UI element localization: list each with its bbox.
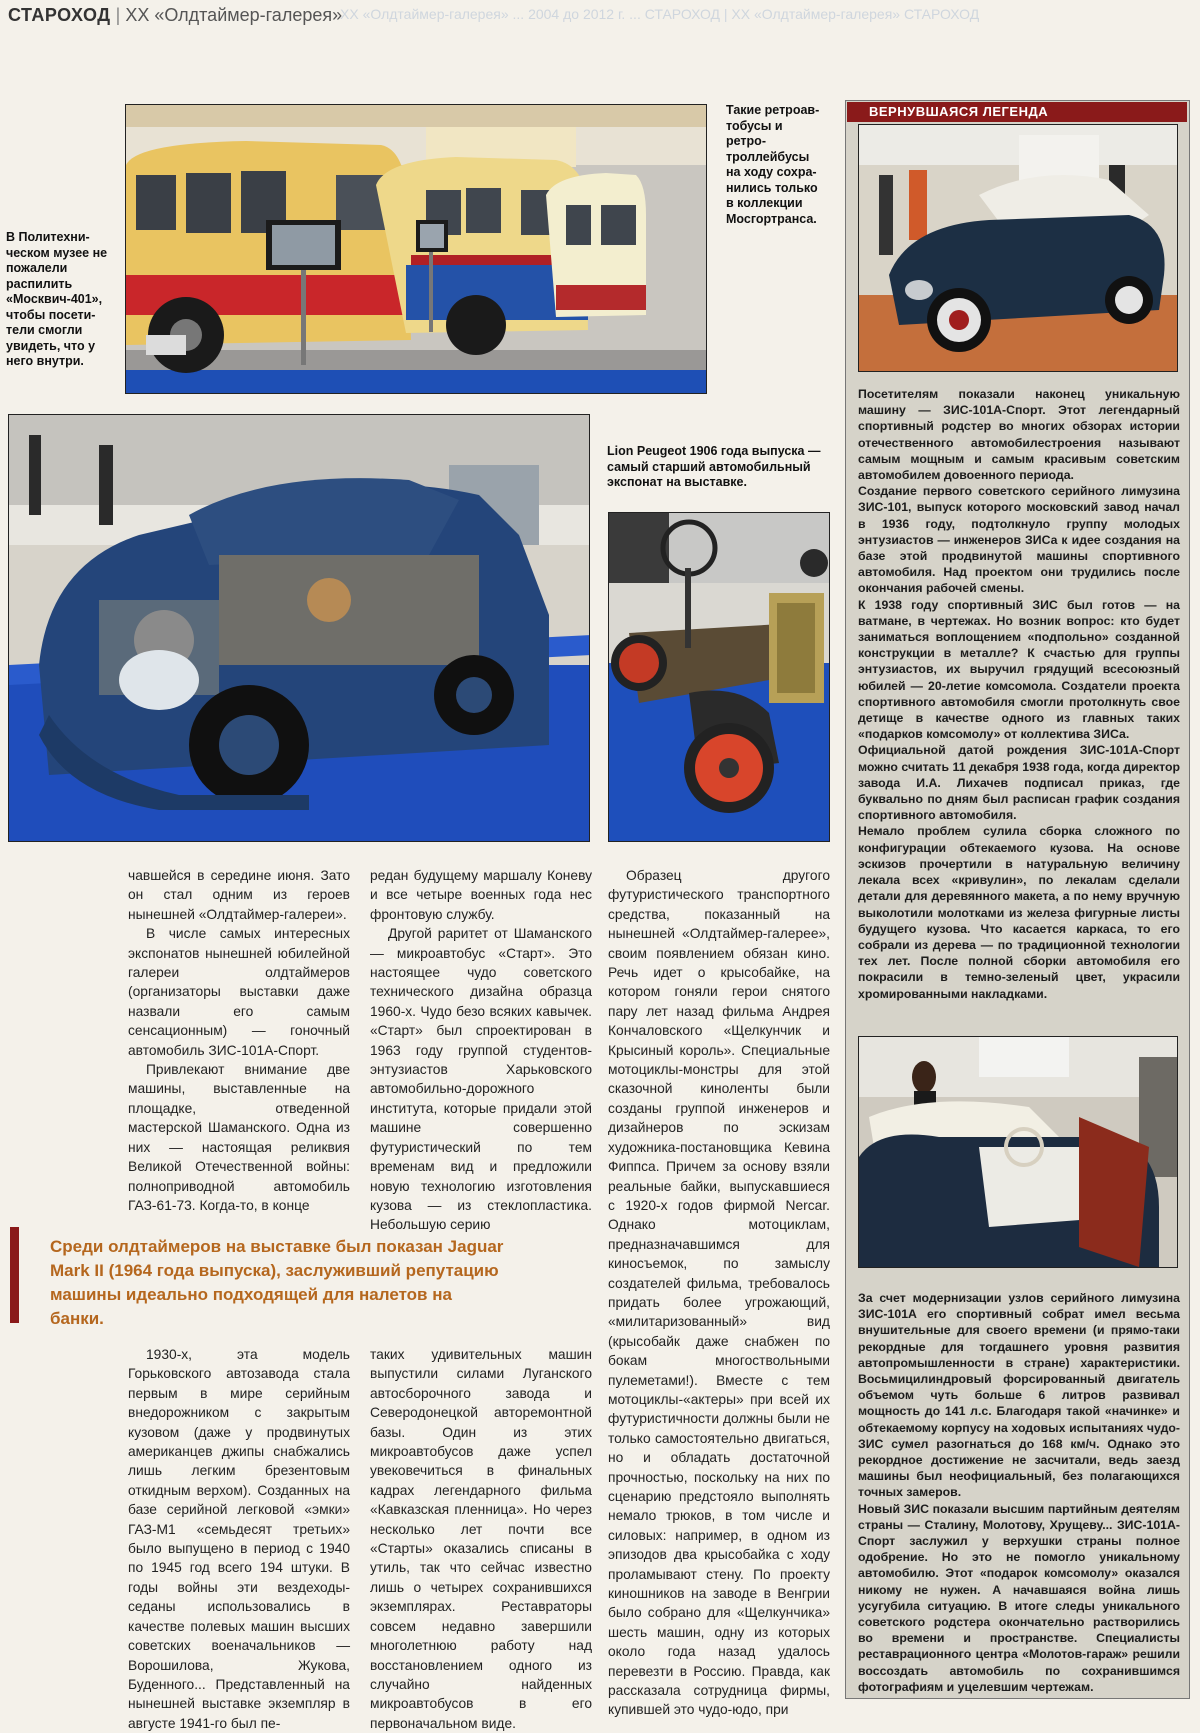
sidebar-paragraph: Создание первого советского серийного лимузина ЗИС-101, выпуск которого московский завод начал в 1936 году, подтолкнуло группу молодых энтузиастов — инженеров ЗИСа к идее создания на базе этой продвинутой машины спортивного автомобиля. Над проектом они трудились после окончания рабочей смены.	[858, 484, 1180, 596]
paragraph: Привлекают внимание две машины, выставленные на площадке, отведенной мастерской Шаманского. Одна из них — настоящая реликвия Великой Отечественной войны: полноприводной автомобиль ГАЗ-61-73. Когда-то, в конце	[128, 1062, 350, 1213]
photo-zis-101a-sport	[858, 124, 1178, 372]
paragraph: редан будущему маршалу Коневу и все четыре военных года нес фронтовую службу.	[370, 868, 592, 922]
paragraph: 1930-х, эта модель Горьковского автозавода стала первым в мире серийным внедорожником с закрытым кузовом (даже у продвинутых американцев джипы снабжались лишь легким брезентовым откидным верхом). Созданных на базе серийной легковой «эмки» ГАЗ-М1 «семьдесят третьих» было выпущено в период с 1940 по 1945 год всего 194 штуки. В годы войны эти вездеходы-седаны использовались в качестве полевых машин высших советских военачальников — Ворошилова, Жукова, Буденного... Представленный на нынешней выставке экземпляр в августе 1941-го был пе-	[128, 1347, 350, 1731]
photo-retro-buses	[125, 104, 707, 394]
retro-buses-illustration	[126, 105, 707, 394]
header-section-title: XX «Олдтаймер-галерея»	[125, 5, 343, 25]
caption-buses: Такие ретроав-тобусы и ретро-троллейбусы на ходу сохра-нились только в коллекции Мосгортранса.	[726, 103, 820, 226]
photo-lion-peugeot	[608, 512, 830, 842]
sidebar-text-bottom	[858, 1290, 1180, 1695]
paragraph: таких удивительных машин выпустили силами Луганского автосборочного завода и Северодонецкой авторемонтной базы. Один из этих микроавтобусов даже успел увековечиться в финальных кадрах легендарного фильма «Кавказская пленница». Но через несколько лет почти все «Старты» оказались списаны в утиль, так что сейчас известно лишь о четырех сохранившихся экземплярах. Реставраторы совсем недавно завершили многолетнюю работу над восстановлением одного из случайно найденных микроавтобусов в его первоначальном виде.	[370, 1347, 592, 1731]
paragraph: Образец другого футуристического транспортного средства, показанный на нынешней «Олдтаймер-галерее», своим появлением обязан кино. Речь идет о крысобайке, на котором гоняли герои снятого пару лет назад фильма Андрея Кончаловского «Щелкунчик и Крысиный король». Специальные мотоциклы-монстры для этой сказочной киноленты были созданы группой инженеров и дизайнеров по эскизам художника-постановщика Кевина Фиппса. Причем за основу взяли реальные байки, выпускавшиеся с 1920-х годов фирмой Nercar. Однако мотоциклам, предназначавшимся для киносъемок, по замыслу создателей фильма, требовалось придать более угрожающий, «милитаризованный» вид (крысобайк даже снабжен по бокам многоствольными пулеметами!). Вместе с тем мотоциклы-«актеры» при всей их футуристичности должны были не только самостоятельно двигаться, но и обладать достаточной прочностью, поскольку на них по сценарию предстояло выполнять немало трюков, в том числе и силовых: например, в одном из эпизодов два крысобайка с ходу проламывают стену. По проекту киношников на заводе в Венгрии было собрано для «Щелкунчика» шесть машин, одну из которых около года назад удалось перевезти в Россию. Правда, как рассказала сотрудница фирмы, купившей это чудо-юдо, при	[608, 868, 830, 1718]
sidebar-paragraph: К 1938 году спортивный ЗИС был готов — на ватмане, в чертежах. Но возник вопрос: кто будет заниматься воплощением «подпольно» созданной конструкции в металле? К счастью для группы энтузиастов, их выручил грядущий всесоюзный юбилей — 20-летие комсомола. Создатели проекта спортивного автомобиля смогли протолкнуть свое детище в качестве одного из главных таких «подарков комсомолу» от коллектива ЗИСа.	[858, 597, 1180, 742]
zis-roadster-illustration	[859, 125, 1178, 372]
sidebar-text-top	[858, 386, 1180, 1002]
caption-lion-peugeot: Lion Peugeot 1906 года выпуска — самый старший автомобильный экспонат на выставке.	[607, 444, 821, 489]
pull-quote-text: Среди олдтаймеров на выставке был показан Jaguar Mark II (1964 года выпуска), заслуживший репутацию машины идеально подходящей для налетов на банки.	[50, 1237, 504, 1328]
zis-interior-illustration	[859, 1037, 1178, 1268]
photo-zis-interior	[858, 1036, 1178, 1268]
bleed-through-text: ХХ «Олдтаймер-галерея» ... 2004 до 2012 г. ... СТАРОХОД | ХХ «Олдтаймер-галерея» СТАРОХОД	[340, 6, 980, 22]
pull-quote	[10, 1227, 840, 1328]
photo-moskvich-cutaway	[8, 414, 590, 842]
article-column-2-bottom	[370, 1345, 592, 1733]
sidebar-paragraph: Посетителям показали наконец уникальную машину — ЗИС-101А-Спорт. Этот легендарный спортивный родстер во многих обзорах истории отечественного автомобилестроения называют самым мощным и самым красивым советским автомобилем довоенного периода.	[858, 387, 1180, 483]
sidebar-paragraph: Официальной датой рождения ЗИС-101А-Спорт можно считать 11 декабря 1938 года, когда директор завода И.А. Лихачев подписал приказ, где буквально по дням был расписан график создания спортивного автомобиля.	[858, 743, 1180, 823]
paragraph: чавшейся в середине июня. Зато он стал одним из героев нынешней «Олдтаймер-галереи».	[128, 868, 350, 922]
article-column-1-bottom	[128, 1345, 350, 1733]
sidebar-paragraph: Немало проблем сулила сборка сложного по конфигурации обтекаемого кузова. На основе эскизов прочертили в натуральную величину лекала всех «кривулин», по лекалам сделали детали для деревянного макета, а по нему вручную выколотили молотками из железа фигурные листы будущего кузова. Что касается каркаса, то его собрали из дерева — по традиционной технологии тех лет. После полной сборки автомобиля его покрасили в темно-зеленый цвет, украсили хромированными накладками.	[858, 824, 1180, 1001]
pull-quote-accent-bar	[10, 1227, 19, 1323]
article-column-2-top	[370, 866, 592, 1235]
paragraph: В числе самых интересных экспонатов нынешней юбилейной галереи олдтаймеров (организаторы выставки даже назвали его самым сенсационным) — гоночный автомобиль ЗИС-101А-Спорт.	[128, 926, 350, 1058]
sidebar-paragraph: За счет модернизации узлов серийного лимузина ЗИС-101А его спортивный собрат имел весьма внушительные для своего времени (и прямо-таки рекордные для тогдашнего уровня развития автопромышленности в стране) характеристики. Восьмицилиндровый форсированный двигатель объемом чуть больше 6 литров развивал мощность до 141 л.с. Благодаря такой «начинке» и обтекаемому корпусу на ходовых испытаниях чудо-ЗИС сумел разогнаться до 168 км/ч. Однако это рекордное достижение не засчитали, ведь заезд машины был неофициальный, без полагающихся точных замеров.	[858, 1291, 1180, 1500]
sidebar-title: ВЕРНУВШАЯСЯ ЛЕГЕНДА	[847, 102, 1187, 122]
magazine-section-brand: СТАРОХОД	[8, 5, 111, 25]
caption-moskvich-museum: В Политехни-ческом музее не пожалели распилить «Москвич-401», чтобы посети-тели смогли увидеть, что у него внутри.	[6, 230, 108, 368]
article-column-1-top	[128, 866, 350, 1215]
sidebar-paragraph: Новый ЗИС показали высшим партийным деятелям страны — Сталину, Молотову, Хрущеву... ЗИС-101А-Спорт заслужил у верхушки страны полное одобрение. Но это не помогло уникальному автомобилю. Этот «подарок комсомолу» оказался никому не нужен. А начавшаяся война лишь усугубила ситуацию. В итоге следы уникального советского родстера окончательно растворились во времени и пространстве. Специалисты реставрационного центра «Молотов-гараж» решили воссоздать автомобиль по сохранившимся фотографиям и уцелевшим чертежам.	[858, 1501, 1180, 1694]
header-separator: |	[115, 5, 121, 25]
lion-peugeot-illustration	[609, 513, 830, 842]
paragraph: Другой раритет от Шаманского — микроавтобус «Старт». Это настоящее чудо советского технического дизайна образца 1960-х. Чудо безо всяких кавычек. «Старт» был спроектирован в 1963 году группой студентов-энтузиастов Харьковского автомобильно-дорожного института, которые придали этой машине совершенно футуристический по тем временам вид и предложили новую технологию изготовления кузова — из стеклопластика. Небольшую серию	[370, 926, 592, 1233]
moskvich-cutaway-illustration	[9, 415, 590, 842]
